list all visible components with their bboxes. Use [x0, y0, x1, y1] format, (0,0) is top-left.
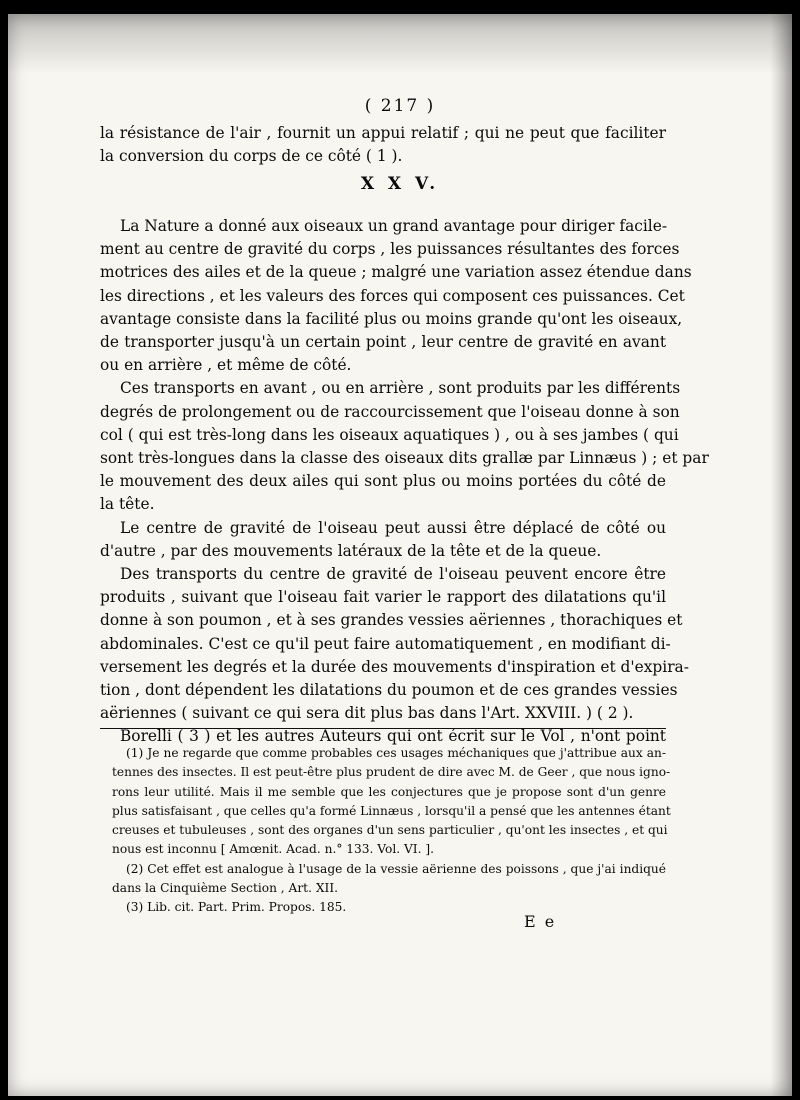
- text-line: la résistance de l'air , fournit un appui relatif ; qui ne peut que faciliter: [100, 124, 666, 142]
- text-line: Ces transports en avant , ou en arrière , sont produits par les différents: [120, 379, 681, 398]
- footnote-rule: [100, 728, 666, 729]
- text-line: ou en arrière , et même de côté.: [100, 356, 352, 375]
- paragraph-4: [100, 563, 689, 725]
- footnotes: [112, 744, 671, 918]
- text-line: sont très-longues dans la classe des oiseaux dits grallæ par Linnæus ) ; et par: [100, 449, 709, 468]
- body-text: [100, 215, 709, 749]
- text-line: d'autre , par des mouvements latéraux de la tête et de la queue.: [100, 541, 602, 560]
- text-line: Borelli ( 3 ) et les autres Auteurs qui ont écrit sur le Vol , n'ont point: [120, 727, 666, 746]
- paragraph-2: [100, 377, 709, 516]
- footnote-line: (3) Lib. cit. Part. Prim. Propos. 185.: [126, 900, 347, 915]
- text-line: aëriennes ( suivant ce qui sera dit plus bas dans l'Art. XXVIII. ) ( 2 ).: [100, 704, 634, 723]
- footnote-1: [112, 744, 671, 860]
- paragraph-1: [100, 215, 692, 377]
- page-number: ( 217 ): [364, 96, 436, 116]
- footnote-line: creuses et tubuleuses , sont des organes d'un sens particulier , qu'ont les insectes , et qui: [112, 823, 668, 838]
- section-heading: X X V.: [360, 174, 440, 194]
- footnote-line: (2) Cet effet est analogue à l'usage de la vessie aërienne des poissons , que j'ai indiqué: [126, 861, 666, 876]
- book-page: [8, 14, 792, 1096]
- footnote-2: [112, 860, 666, 899]
- text-line: de transporter jusqu'à un certain point , leur centre de gravité en avant: [100, 333, 666, 352]
- footnote-line: nous est inconnu [ Amœnit. Acad. n.° 133. Vol. VI. ].: [112, 842, 434, 857]
- text-line: col ( qui est très-long dans les oiseaux aquatiques ) , ou à ses jambes ( qui: [100, 425, 679, 444]
- text-line: avantage consiste dans la facilité plus ou moins grande qu'ont les oiseaux,: [100, 309, 683, 328]
- lead-paragraph: [100, 122, 666, 168]
- text-line: degrés de prolongement ou de raccourcissement que l'oiseau donne à son: [100, 402, 680, 421]
- text-line: ment au centre de gravité du corps , les puissances résultantes des forces: [100, 240, 680, 259]
- footnote-line: rons leur utilité. Mais il me semble que les conjectures que je propose sont d'un genre: [112, 784, 666, 799]
- text-line: le mouvement des deux ailes qui sont plus ou moins portées du côté de: [100, 472, 666, 491]
- text-line: produits , suivant que l'oiseau fait varier le rapport des dilatations qu'il: [100, 588, 666, 607]
- text-line: Des transports du centre de gravité de l'oiseau peuvent encore être: [120, 565, 666, 584]
- catchword: E e: [524, 912, 557, 931]
- text-line: motrices des ailes et de la queue ; malgré une variation assez étendue dans: [100, 263, 692, 282]
- footnote-line: dans la Cinquième Section , Art. XII.: [112, 881, 339, 896]
- text-line: la tête.: [100, 495, 155, 514]
- footnote-line: tennes des insectes. Il est peut-être plus prudent de dire avec M. de Geer , que nous igno-: [112, 765, 671, 780]
- paragraph-3: [100, 517, 666, 563]
- text-line: La Nature a donné aux oiseaux un grand avantage pour diriger facile-: [120, 217, 668, 235]
- footnote-line: (1) Je ne regarde que comme probables ces usages méchaniques que j'attribue aux an-: [126, 746, 666, 760]
- text-line: les directions , et les valeurs des forces qui composent ces puissances. Cet: [100, 286, 685, 305]
- text-line: versement les degrés et la durée des mouvements d'inspiration et d'expira-: [100, 657, 689, 676]
- footnote-3: [112, 898, 666, 917]
- text-line: Le centre de gravité de l'oiseau peut aussi être déplacé de côté ou: [120, 518, 666, 537]
- footnote-line: plus satisfaisant , que celles qu'a formé Linnæus , lorsqu'il a pensé que les antennes étant: [112, 803, 671, 818]
- text-line: donne à son poumon , et à ses grandes vessies aëriennes , thorachiques et: [100, 611, 683, 630]
- text-line: tion , dont dépendent les dilatations du poumon et de ces grandes vessies: [100, 681, 678, 700]
- text-line: la conversion du corps de ce côté ( 1 ).: [100, 147, 403, 166]
- text-line: abdominales. C'est ce qu'il peut faire automatiquement , en modifiant di-: [100, 634, 671, 653]
